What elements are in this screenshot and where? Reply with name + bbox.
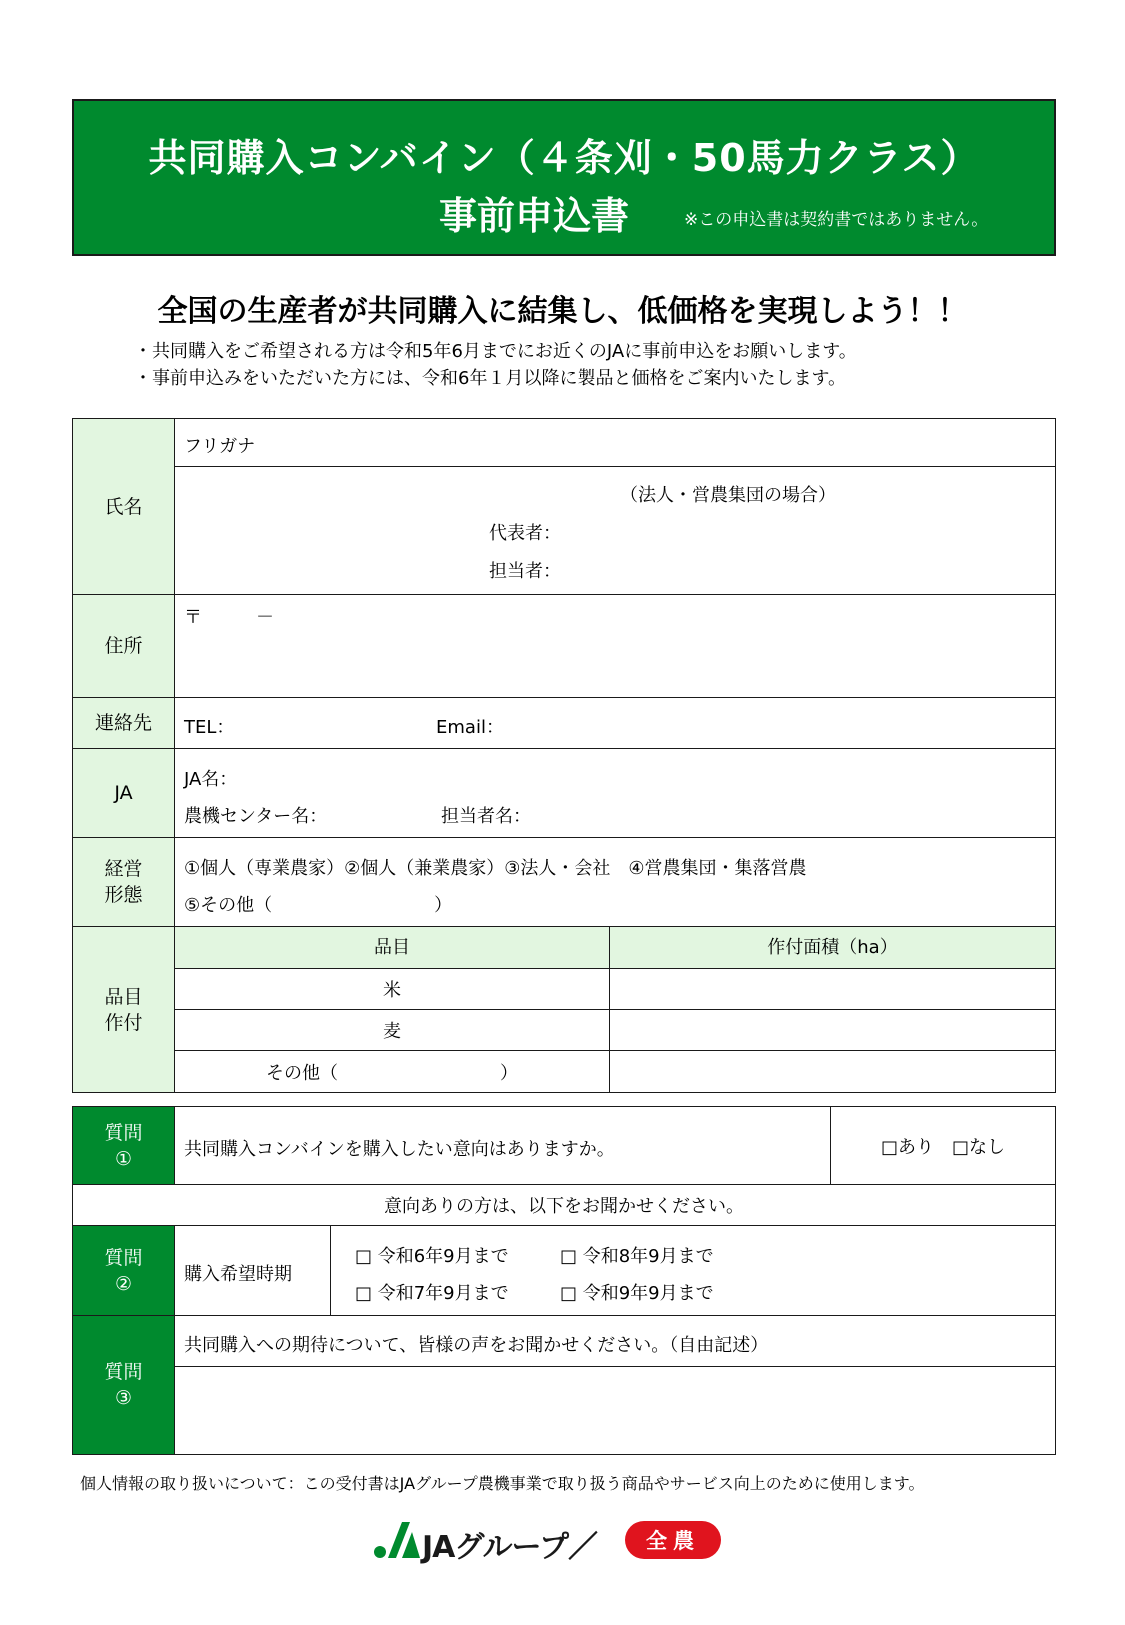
staff-name-label: 担当者名： bbox=[441, 806, 531, 827]
title-line2: 事前申込書 bbox=[439, 194, 630, 238]
crops-label: 品目 作付 bbox=[72, 926, 175, 1093]
ja-label: JA bbox=[72, 748, 175, 838]
corp-note: （法人・営農集団の場合） bbox=[620, 485, 836, 506]
address-field[interactable] bbox=[174, 594, 1056, 698]
free-comment-field[interactable] bbox=[174, 1366, 1056, 1455]
ja-logo-icon bbox=[372, 1518, 422, 1560]
question-1-text: 共同購入コンバインを購入したい意向はありますか。 bbox=[184, 1139, 615, 1160]
management-type-label: 経営 形態 bbox=[72, 837, 175, 927]
bullet-2: ・事前申込みをいただいた方には、令和6年１月以降に製品と価格をご案内いたします。 bbox=[134, 368, 847, 389]
option-r6-sep[interactable]: □ 令和6年9月まで bbox=[355, 1246, 509, 1267]
bullet-1: ・共同購入をご希望される方は令和5年6月までにお近くのJAに事前申込をお願いします。 bbox=[134, 341, 857, 362]
management-options-line1: ①個人（専業農家）②個人（兼業農家）③法人・会社 ④営農集団・集落営農 bbox=[184, 858, 807, 879]
option-r7-sep[interactable]: □ 令和7年9月まで bbox=[355, 1283, 509, 1304]
question-2-text-cell bbox=[174, 1225, 331, 1316]
zennoh-logo: 全農 bbox=[625, 1521, 721, 1559]
slogan: 全国の生産者が共同購入に結集し、低価格を実現しよう！！ bbox=[157, 294, 968, 329]
address-label: 住所 bbox=[72, 594, 175, 698]
crop-area-rice-input[interactable] bbox=[609, 968, 1056, 1010]
furigana-label: フリガナ bbox=[184, 436, 256, 457]
purchase-timing-options bbox=[330, 1225, 1056, 1316]
name-field[interactable] bbox=[174, 466, 1056, 595]
header-banner bbox=[72, 99, 1056, 256]
crop-area-other-input[interactable] bbox=[609, 1050, 1056, 1093]
crop-row-wheat: 麦 bbox=[174, 1009, 610, 1051]
furigana-field[interactable] bbox=[174, 418, 1056, 467]
crop-area-header: 作付面積（ha） bbox=[609, 926, 1056, 969]
contact-label: 連絡先 bbox=[72, 697, 175, 749]
postal-mark: 〒 － bbox=[184, 607, 274, 628]
option-r8-sep[interactable]: □ 令和8年9月まで bbox=[560, 1246, 714, 1267]
ja-field[interactable] bbox=[174, 748, 1056, 838]
ja-group-logo-text: JAグループ／ bbox=[422, 1530, 597, 1565]
option-r9-sep[interactable]: □ 令和9年9月まで bbox=[560, 1283, 714, 1304]
contact-field[interactable] bbox=[174, 697, 1056, 749]
crop-row-rice: 米 bbox=[174, 968, 610, 1010]
name-label: 氏名 bbox=[72, 418, 175, 595]
crop-item-header: 品目 bbox=[174, 926, 610, 969]
question-3-text-cell bbox=[174, 1315, 1056, 1367]
question-1-text-cell bbox=[174, 1106, 831, 1185]
question-3-text: 共同購入への期待について、皆様の声をお聞かせください。（自由記述） bbox=[184, 1335, 769, 1356]
question-1-checkboxes[interactable]: □あり □なし bbox=[830, 1106, 1056, 1185]
email-label: Email： bbox=[436, 717, 504, 738]
question-2-text: 購入希望時期 bbox=[184, 1264, 292, 1285]
representative-label: 代表者： bbox=[489, 523, 561, 544]
title-line1: 共同購入コンバイン（４条刈・50馬力クラス） bbox=[148, 136, 980, 180]
tel-label: TEL： bbox=[184, 717, 235, 738]
not-contract-note: ※この申込書は契約書ではありません。 bbox=[684, 210, 989, 230]
crop-area-wheat-input[interactable] bbox=[609, 1009, 1056, 1051]
crop-row-other[interactable]: その他（ ） bbox=[174, 1050, 610, 1093]
question-1-label: 質問 ① bbox=[72, 1106, 175, 1185]
person-in-charge-label: 担当者： bbox=[489, 561, 561, 582]
management-options-line2: ⑤その他（ ） bbox=[184, 895, 453, 916]
ja-name-label: JA名： bbox=[184, 769, 238, 790]
question-2-label: 質問 ② bbox=[72, 1225, 175, 1316]
machinery-center-label: 農機センター名： bbox=[184, 806, 328, 827]
question-3-label: 質問 ③ bbox=[72, 1315, 175, 1455]
followup-note: 意向ありの方は、以下をお聞かせください。 bbox=[72, 1184, 1056, 1226]
management-type-field[interactable] bbox=[174, 837, 1056, 927]
privacy-note: 個人情報の取り扱いについて：この受付書はJAグループ農機事業で取り扱う商品やサービス向上のために使用します。 bbox=[80, 1474, 925, 1493]
